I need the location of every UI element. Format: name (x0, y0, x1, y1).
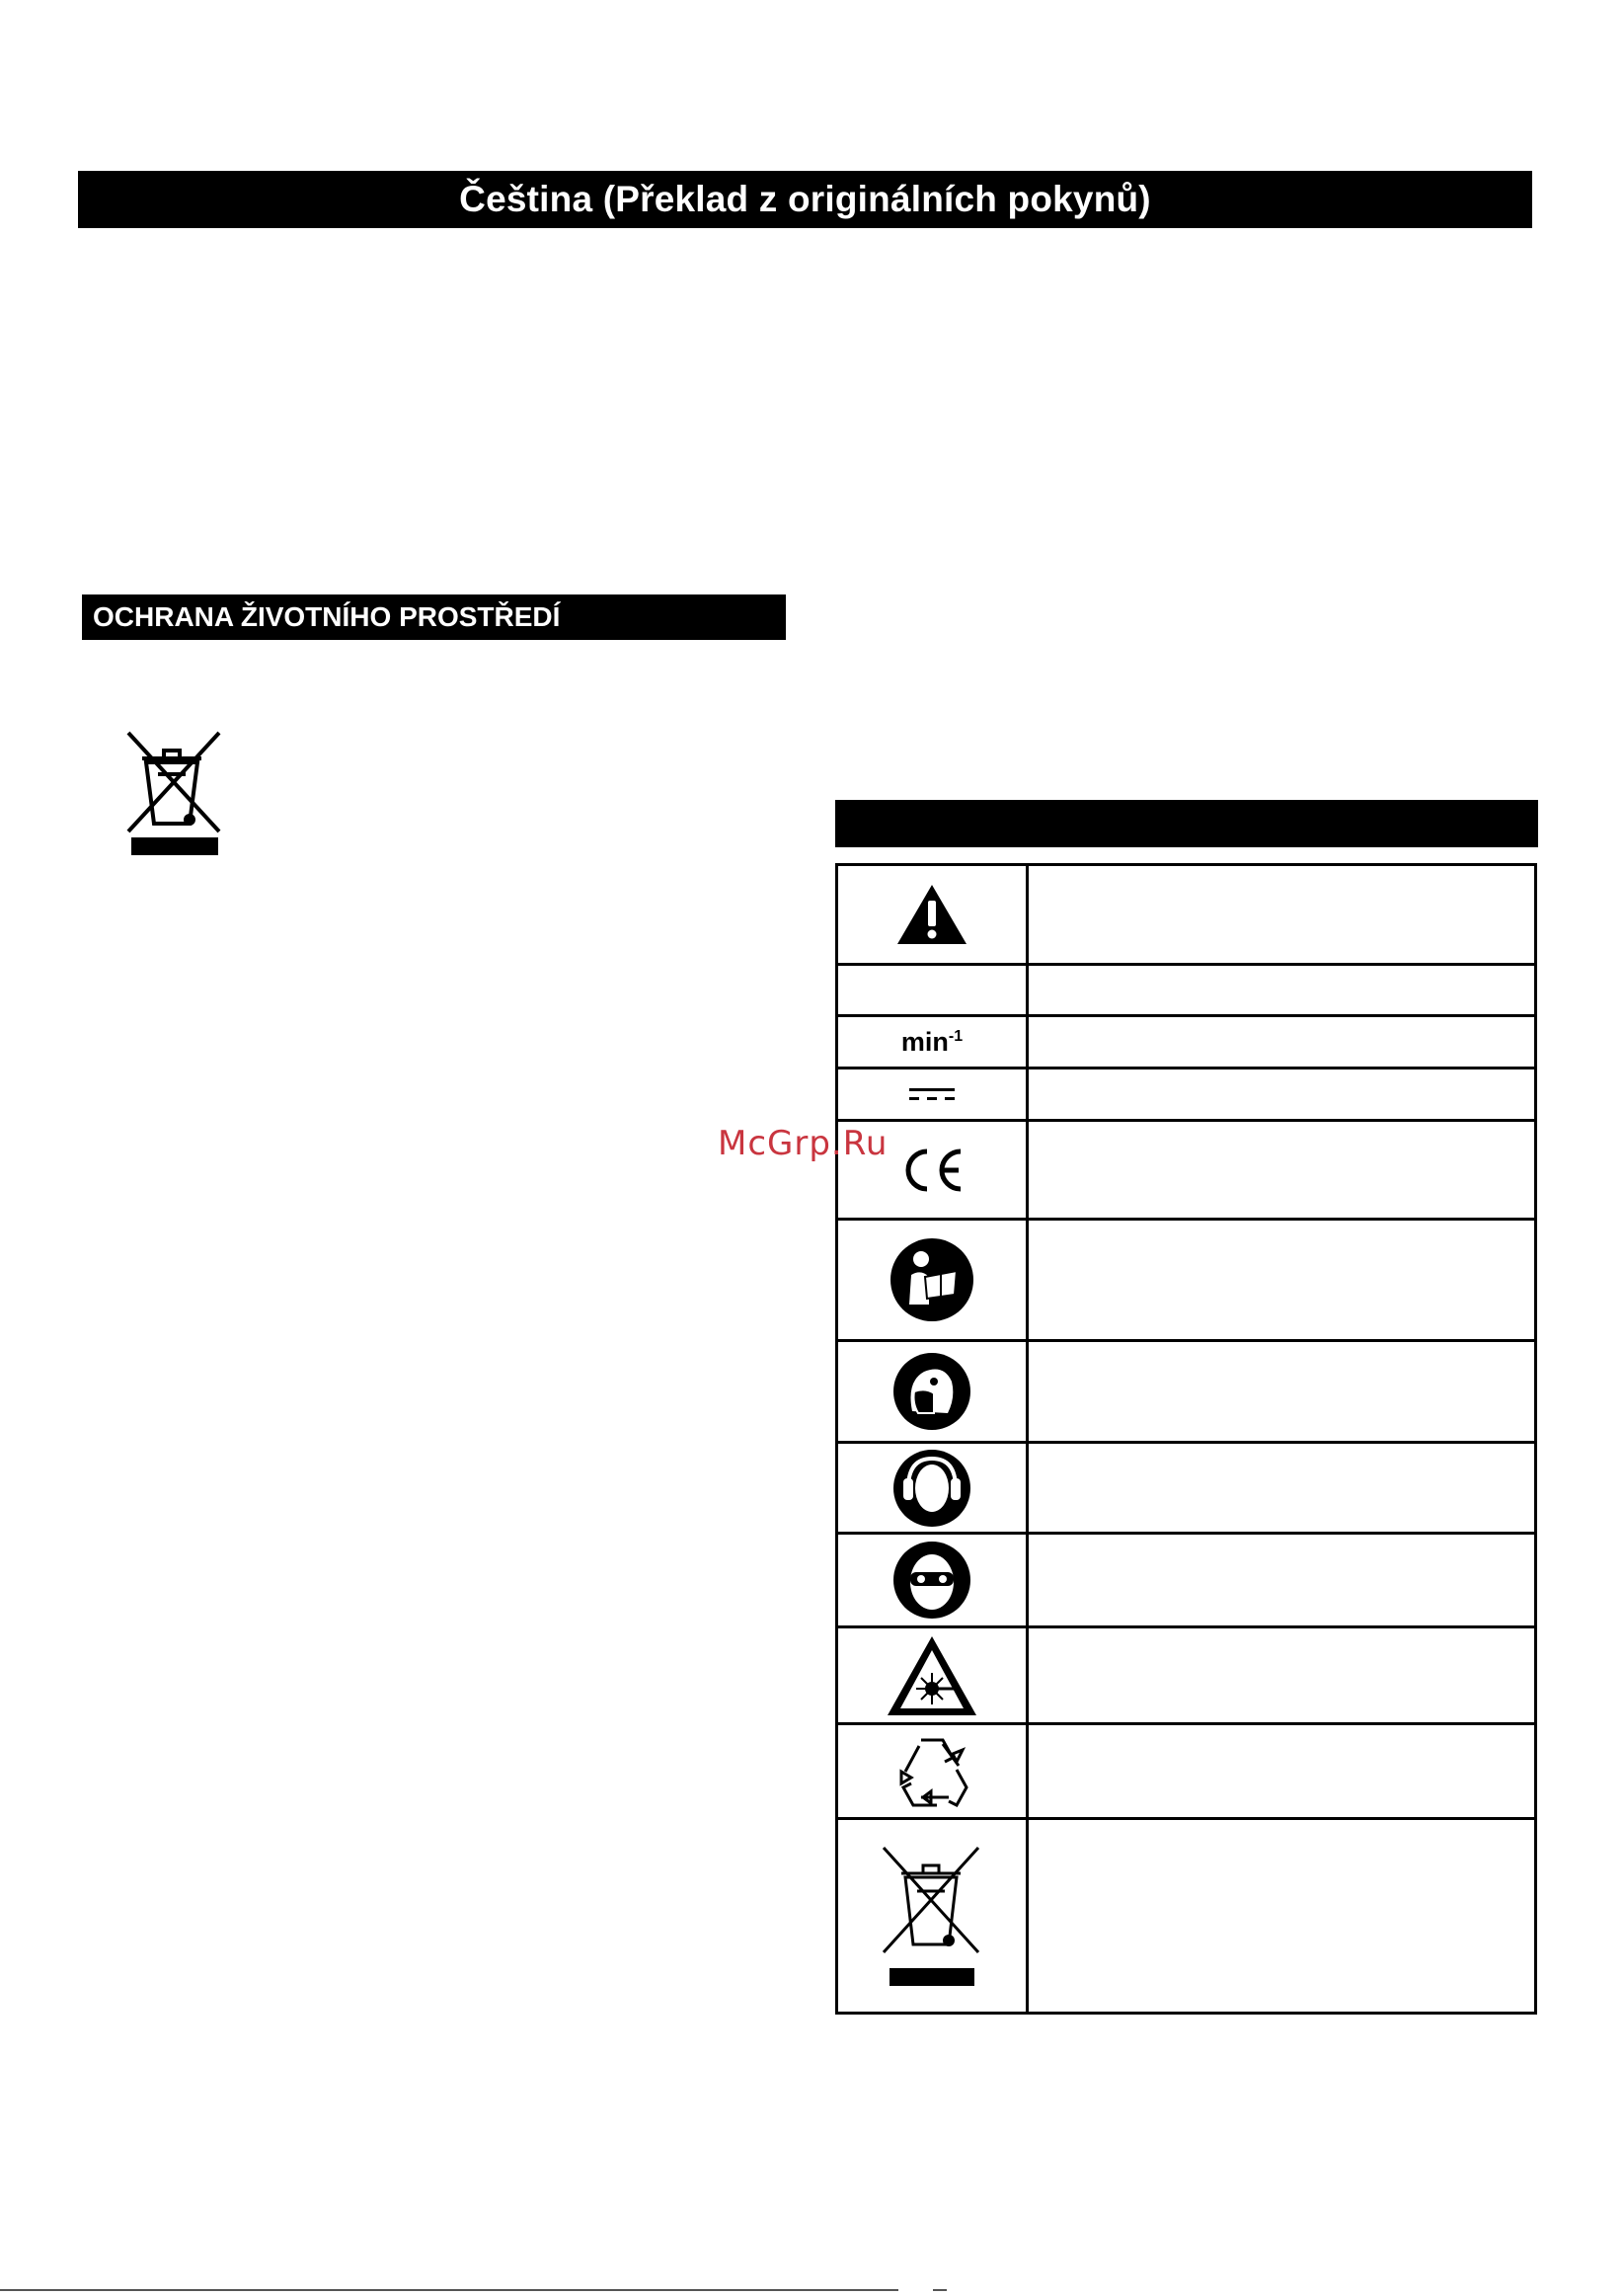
symbol-description (1028, 1121, 1536, 1220)
symbols-table (835, 863, 1537, 2015)
environment-heading: OCHRANA ŽIVOTNÍHO PROSTŘEDÍ (82, 594, 786, 640)
laser-warning-icon (885, 1633, 979, 1718)
warning-triangle-icon (895, 883, 968, 946)
table-row (837, 1069, 1536, 1121)
symbol-description (1028, 1069, 1536, 1121)
weee-crossed-bin-icon (880, 1842, 984, 1990)
symbols-table-header (835, 800, 1538, 847)
symbol-description (1028, 1220, 1536, 1341)
table-row (837, 1121, 1536, 1220)
symbol-description (1028, 1627, 1536, 1724)
page-title: Čeština (Překlad z originálních pokynů) (78, 171, 1532, 228)
table-row (837, 965, 1536, 1016)
dust-mask-icon (892, 1352, 971, 1431)
symbol-description (1028, 1016, 1536, 1069)
table-row (837, 1341, 1536, 1443)
watermark: McGrp.Ru (718, 1124, 889, 1163)
symbol-description (1028, 1534, 1536, 1627)
footer-divider (0, 2289, 898, 2291)
symbol-description (1028, 1341, 1536, 1443)
footer-divider-tick (933, 2289, 947, 2291)
recycle-icon (891, 1732, 972, 1811)
rpm-symbol: $\min^{-1}$ (900, 1026, 964, 1057)
symbol-description (1028, 1724, 1536, 1819)
table-row (837, 1443, 1536, 1534)
symbol-description (1028, 965, 1536, 1016)
read-manual-icon (889, 1237, 974, 1322)
table-row (837, 1627, 1536, 1724)
eye-protection-icon (892, 1541, 971, 1620)
symbol-description (1028, 1443, 1536, 1534)
table-row (837, 865, 1536, 965)
symbol-description (1028, 865, 1536, 965)
table-row (837, 1819, 1536, 2014)
weee-crossed-bin-icon (122, 729, 227, 857)
table-row (837, 1724, 1536, 1819)
table-row (837, 1220, 1536, 1341)
ce-mark-icon (897, 1146, 967, 1195)
ear-protection-icon (892, 1449, 971, 1528)
symbol-description (1028, 1819, 1536, 2014)
table-row (837, 1534, 1536, 1627)
table-row (837, 1016, 1536, 1069)
direct-current-icon (907, 1086, 957, 1102)
